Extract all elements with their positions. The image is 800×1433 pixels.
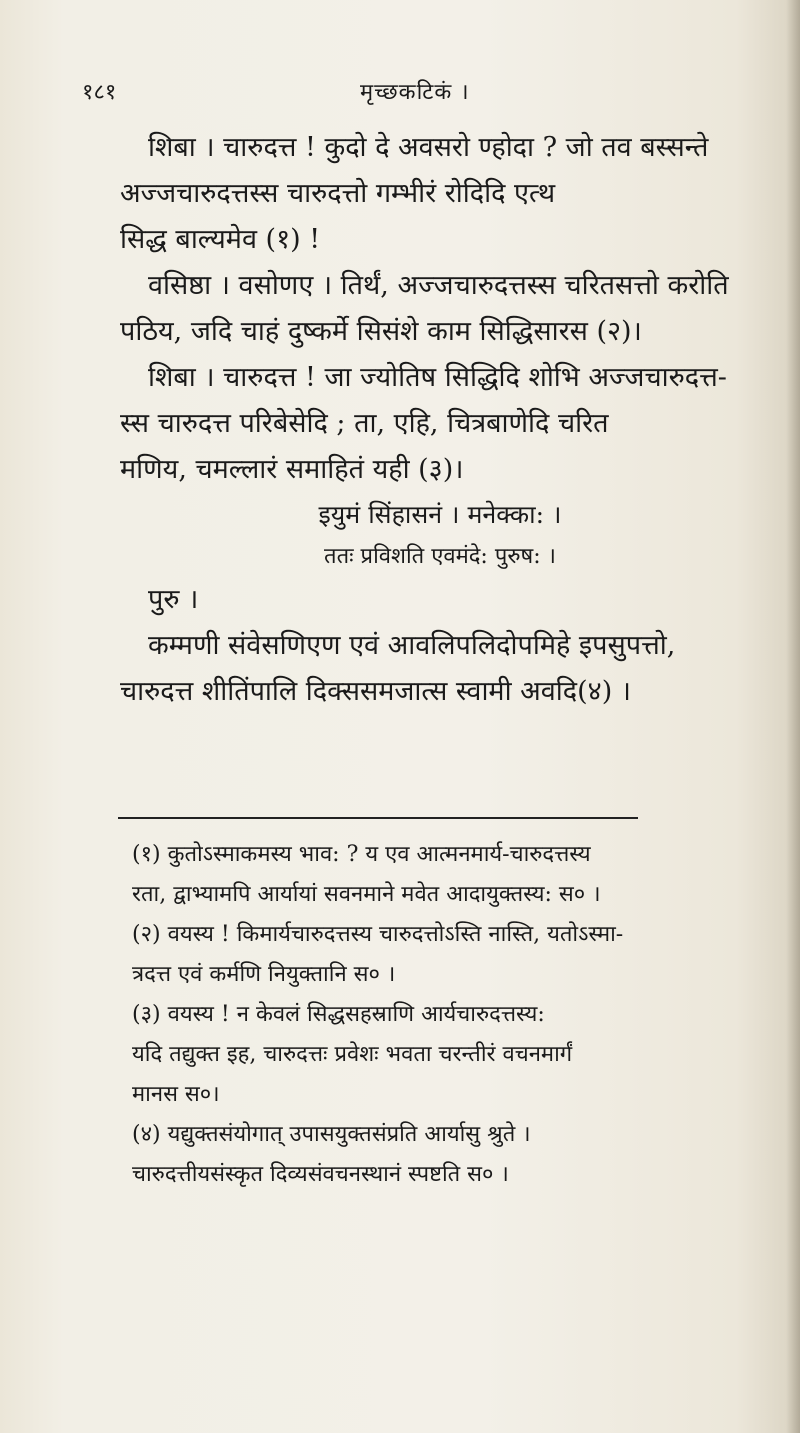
page-header (0, 70, 800, 110)
text-line: स्स चारुदत्त परिबेसेदि ; ता, एहि, चित्रबाणेदि चरित (120, 408, 609, 439)
page-edge-shadow (786, 0, 800, 1433)
stage-direction: ततः प्रविशति एवमंदे: पुरुष: । (324, 544, 556, 569)
text-line: शिबा । चारुदत्त ! जा ज्योतिष सिद्धिदि शोभि अज्जचारुदत्त- (148, 362, 727, 393)
footnote-line: त्रदत्त एवं कर्मणि नियुक्तानि स० । (132, 962, 396, 987)
text-line: अज्जचारुदत्तस्स चारुदत्तो गम्भीरं रोदिदि एत्थ (120, 178, 556, 209)
main-text (120, 125, 760, 715)
footnote-line: मानस स०। (132, 1082, 220, 1107)
text-line: सिद्ध बाल्यमेव (१) ! (120, 224, 321, 255)
footnote-line: (३) वयस्य ! न केवलं सिद्धसहस्राणि आर्यचारुदत्तस्य: (132, 1002, 545, 1027)
text-line: वसिष्ठा । वसोणए । तिर्थं, अज्जचारुदत्तस्स चरितसत्तो करोति (148, 270, 729, 301)
text-line: कम्मणी संवेसणिएण एवं आवलिपलिदोपमिहे इपसुपत्तो, (148, 630, 676, 661)
running-title: मृच्छकटिकं । (360, 80, 470, 105)
text-line: चारुदत्त शीतिंपालि दिक्ससमजात्स स्वामी अवदि(४) । (120, 676, 632, 707)
footnote-line: यदि तद्युक्त इह, चारुदत्तः प्रवेशः भवता चरन्तीरं वचनमार्गं (132, 1042, 573, 1067)
page-number: १८१ (82, 80, 117, 105)
text-line: मणिय, चमल्लारं समाहितं यही (३)। (120, 454, 464, 485)
stage-direction: इयुमं सिंहासनं । मनेक्का: । (318, 500, 562, 529)
text-line: शिबा । चारुदत्त ! कुदो दे अवसरो ण्होदा ? जो तव बस्सन्ते (148, 132, 709, 163)
footnote-line: (४) यद्युक्तसंयोगात् उपासयुक्तसंप्रति आर्यासु श्रुते । (132, 1122, 531, 1147)
footnote-line: चारुदत्तीयसंस्कृत दिव्यसंवचनस्थानं स्पष्टति स० । (132, 1162, 509, 1187)
text-line: पठिय, जदि चाहं दुष्कर्मे सिसंशे काम सिद्धिसारस (२)। (120, 316, 642, 347)
footnotes (120, 835, 760, 1195)
footnote-line: (१) कुतोऽस्माकमस्य भाव: ? य एव आत्मनमार्य-चारुदत्तस्य (132, 842, 591, 867)
footnote-divider (118, 817, 638, 819)
footnote-line: रता, द्वाभ्यामपि आर्यायां सवनमाने मवेत आदायुक्तस्य: स० । (132, 882, 601, 907)
speaker-label: पुरु । (148, 584, 199, 615)
footnote-line: (२) वयस्य ! किमार्यचारुदत्तस्य चारुदत्तोऽस्ति नास्ति, यतोऽस्मा- (132, 922, 624, 947)
